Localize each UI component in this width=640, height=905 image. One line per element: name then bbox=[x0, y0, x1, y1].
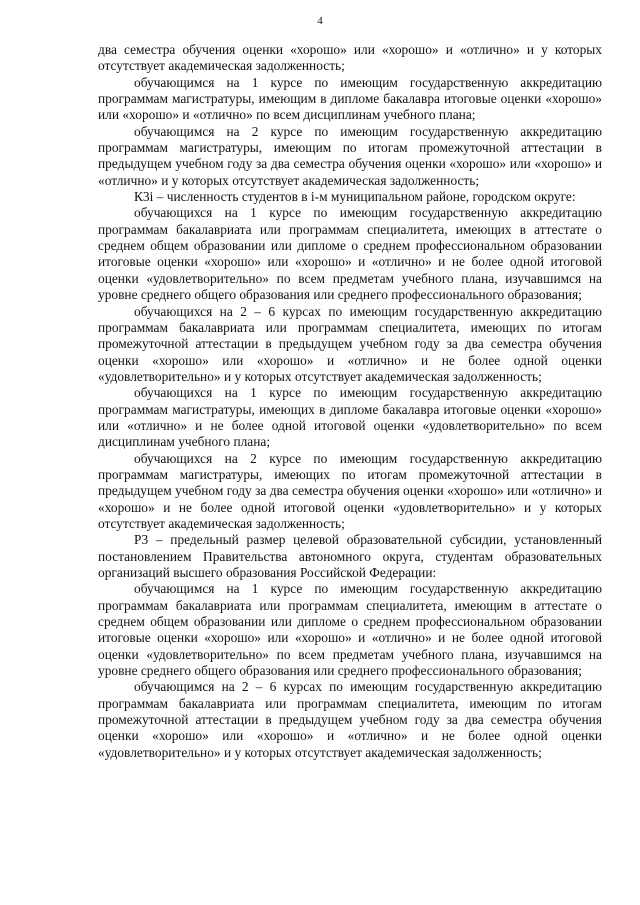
paragraph-definition-k3i: К3і – численность студентов в і-м муниципальном районе, городском округе: bbox=[134, 189, 576, 205]
paragraph: обучающимся на 2 курсе по имеющим государственную аккредитацию программам магистратуры, имеющим по итогам промежуточной аттестации в предыдущем учебном году за два семестра обучения оценки «хорошо» или «хорошо» и «отлично» и у которых отсутствует академическая задолженность; bbox=[98, 123, 602, 188]
paragraph: два семестра обучения оценки «хорошо» или «хорошо» и «отлично» и у которых отсутствует академическая задолженность; bbox=[98, 42, 602, 74]
paragraph: обучающимся на 1 курсе по имеющим государственную аккредитацию программам бакалавриата или программам специалитета, имеющим в аттестате о среднем общем образовании или дипломе о среднем профессиональном образовании итоговые оценки «хорошо» или «хорошо» и «отлично» и не более одной итоговой оценки «удовлетворительно» по всем предметам учебного плана, изучавшимся на уровне среднего общего образования или среднего профессионального образования; bbox=[98, 581, 602, 679]
paragraph: обучающимся на 2 – 6 курсах по имеющим государственную аккредитацию программам бакалавриата или программам специалитета, имеющим по итогам промежуточной аттестации в предыдущем учебном году за два семестра обучения оценки «хорошо» или «хорошо» и «отлично» и не более одной оценки «удовлетворительно» и у которых отсутствует академическая задолженность; bbox=[98, 679, 602, 760]
paragraph: обучающихся на 2 – 6 курсах по имеющим государственную аккредитацию программам бакалавриата или программам специалитета, имеющих по итогам промежуточной аттестации в предыдущем учебном году за два семестра обучения оценки «хорошо» или «хорошо» и «отлично» и не более одной оценки «удовлетворительно» и у которых отсутствует академическая задолженность; bbox=[98, 303, 602, 384]
document-body bbox=[98, 42, 602, 761]
paragraph: обучающихся на 1 курсе по имеющим государственную аккредитацию программам бакалавриата или программам специалитета, имеющих в аттестате о среднем общем образовании или дипломе о среднем профессиональном образовании итоговые оценки «хорошо» или «хорошо» и «отлично» и не более одной итоговой оценки «удовлетворительно» по всем предметам учебного плана, изучавшимся на уровне среднего общего образования или среднего профессионального образования; bbox=[98, 205, 602, 303]
paragraph: обучающимся на 1 курсе по имеющим государственную аккредитацию программам магистратуры, имеющим в дипломе бакалавра итоговые оценки «хорошо» или «хорошо» и «отлично» по всем дисциплинам учебного плана; bbox=[98, 74, 602, 123]
paragraph: обучающихся на 2 курсе по имеющим государственную аккредитацию программам магистратуры, имеющих по итогам промежуточной аттестации в предыдущем учебном году за два семестра обучения оценки «хорошо» или «отлично» и «хорошо» и не более одной итоговой оценки «удовлетворительно» и у которых отсутствует академическая задолженность; bbox=[98, 450, 602, 531]
paragraph: обучающихся на 1 курсе по имеющим государственную аккредитацию программам магистратуры, имеющих в дипломе бакалавра итоговые оценки «хорошо» или «отлично» и не более одной итоговой оценки «удовлетворительно» по всем дисциплинам учебного плана; bbox=[98, 385, 602, 450]
paragraph-definition-p3: Р3 – предельный размер целевой образовательной субсидии, установленный постановлением Правительства автономного округа, студентам образовательных организаций высшего образования Российской Федерации: bbox=[98, 532, 602, 580]
page-number: 4 bbox=[317, 15, 323, 27]
